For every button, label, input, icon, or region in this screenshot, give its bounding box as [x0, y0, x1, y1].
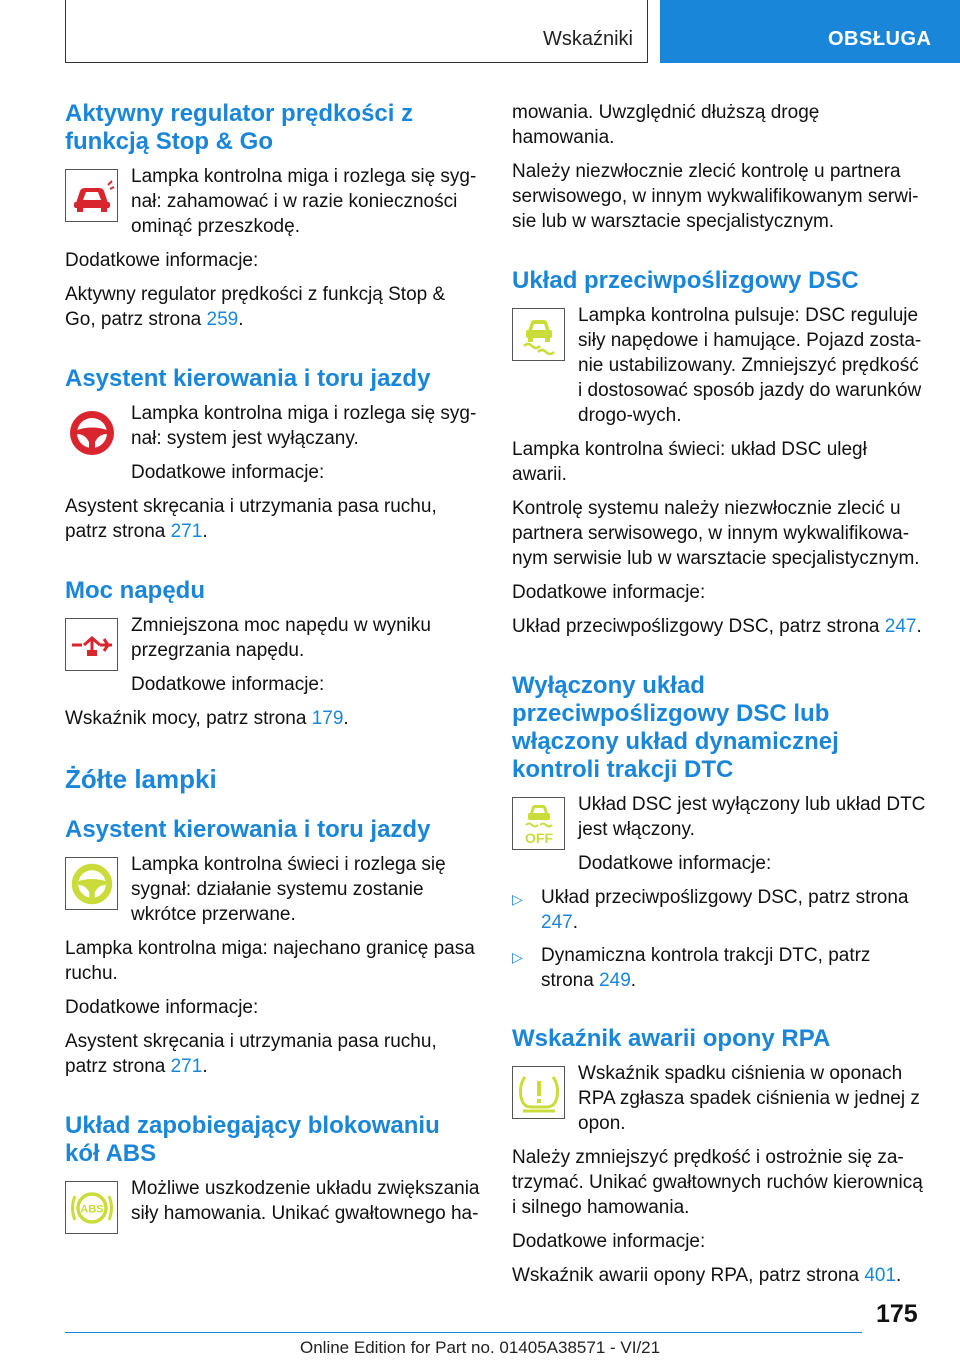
heading-rpa: Wskaźnik awarii opony RPA — [512, 1025, 831, 1052]
page-link[interactable]: 247 — [541, 912, 573, 933]
footer-divider — [65, 1332, 862, 1333]
more-info-label: Dodatkowe informacje: — [131, 462, 325, 483]
lamp-entry-steering-yellow — [65, 852, 480, 936]
instruction-text: Należy zmniejszyć prędkość i ostrożnie się za-trzymać. Unikać gwałtownych ruchów kierownicą i silnego hamowania. — [512, 1147, 923, 1218]
list-item: ▷ Układ przeciwpoślizgowy DSC, patrz strona 247. — [512, 887, 909, 933]
more-info-label: Dodatkowe informacje: — [65, 250, 259, 271]
cross-reference: Układ przeciwpoślizgowy DSC, patrz strona 247. — [512, 616, 922, 637]
right-column — [512, 100, 927, 1297]
lamp-description: Lampka kontrolna miga i rozlega się syg-nał: zahamować i w razie konieczności ominąć przeszkodę. — [131, 166, 477, 237]
page-link[interactable]: 249 — [599, 970, 631, 991]
dsc-icon — [512, 308, 565, 361]
lamp-description: Możliwe uszkodzenie układu zwiększania siły hamowania. Unikać gwałtownego ha- — [131, 1178, 480, 1224]
edition-note: Online Edition for Part no. 01405A38571 - VI/21 — [300, 1338, 661, 1357]
steering-wheel-yellow-icon — [65, 857, 118, 910]
lamp-entry-dsc-off — [512, 792, 927, 885]
page-link[interactable]: 401 — [864, 1265, 897, 1286]
steering-wheel-red-icon — [65, 406, 118, 459]
heading-steering-assist-yellow: Asystent kierowania i toru jazdy — [65, 816, 431, 843]
heading-abs: Układ zapobiegający blokowaniu kół ABS — [65, 1112, 440, 1167]
left-column — [65, 100, 480, 1238]
lamp-entry-dsc — [512, 303, 927, 437]
lamp-description: Lampka kontrolna świeci i rozlega się sygnał: działanie systemu zostanie wkrótce przerwane. — [131, 854, 446, 925]
svg-text:OFF: OFF — [524, 829, 553, 846]
more-info-label: Dodatkowe informacje: — [65, 997, 259, 1018]
page-link[interactable]: 179 — [311, 708, 344, 729]
more-info-label: Dodatkowe informacje: — [578, 853, 772, 874]
list-item: ▷ Dynamiczna kontrola trakcji DTC, patrz strona 249. — [512, 945, 871, 991]
more-info-label: Dodatkowe informacje: — [131, 674, 325, 695]
continued-text: Należy niezwłocznie zlecić kontrolę u partnera serwisowego, w innym wykwalifikowanym serwi-sie lub w warsztacie specjalistycznym. — [512, 161, 919, 232]
cross-reference: Aktywny regulator prędkości z funkcją Stop & Go, patrz strona 259. — [65, 284, 446, 330]
lamp-description: Układ DSC jest wyłączony lub układ DTC jest włączony. — [578, 794, 926, 840]
heading-yellow-lamps: Żółte lampki — [65, 764, 217, 794]
lamp-entry-acc — [65, 164, 480, 248]
lamp-description: Lampka kontrolna miga i rozlega się syg-nał: system jest wyłączany. — [131, 403, 477, 449]
drivetrain-icon — [65, 618, 118, 671]
lamp-description: Zmniejszona moc napędu w wyniku przegrzania napędu. — [131, 615, 431, 661]
lamp-entry-steering-red — [65, 401, 480, 494]
dsc-off-icon — [512, 797, 565, 850]
cross-reference: Asystent skręcania i utrzymania pasa ruchu, patrz strona 271. — [65, 496, 437, 542]
page-link[interactable]: 271 — [170, 1056, 203, 1077]
tire-pressure-icon — [512, 1066, 565, 1119]
service-text: Kontrolę systemu należy niezwłocznie zlecić u partnera serwisowego, w innym wykwalifikowa-nym serwisie lub w warsztacie specjalistycznym. — [512, 498, 920, 569]
header-box — [65, 0, 648, 63]
heading-acc-stop-go: Aktywny regulator prędkości z funkcją Stop & Go — [65, 100, 414, 155]
continued-text: mowania. Uwzględnić dłuższą drogę hamowania. — [512, 102, 820, 148]
lamp-entry-abs — [65, 1176, 480, 1238]
cross-reference: Asystent skręcania i utrzymania pasa ruchu, patrz strona 271. — [65, 1031, 437, 1077]
lamp-description: Lampka kontrolna pulsuje: DSC reguluje siły napędowe i hamujące. Pojazd zosta-nie ustabilizowany. Zmniejszyć prędkość i dostosować sposób jazdy do warunków drogo-wych. — [578, 305, 922, 426]
heading-dsc-off-dtc: Wyłączony układ przeciwpoślizgowy DSC lub włączony układ dynamicznej kontroli trakcji DTC — [512, 672, 839, 783]
page-link[interactable]: 259 — [206, 309, 239, 330]
lamp-entry-power — [65, 613, 480, 706]
abs-icon — [65, 1181, 118, 1234]
lamp-description: Wskaźnik spadku ciśnienia w oponach RPA zgłasza spadek ciśnienia w jednej z opon. — [578, 1063, 920, 1134]
collision-warning-icon — [65, 169, 118, 222]
heading-dsc: Układ przeciwpoślizgowy DSC — [512, 267, 859, 294]
svg-text:ABS: ABS — [79, 1203, 104, 1215]
page-link[interactable]: 247 — [884, 616, 917, 637]
reference-list — [512, 885, 927, 993]
section-tab — [660, 0, 960, 63]
lamp-flashing-text: Lampka kontrolna miga: najechano granicę pasa ruchu. — [65, 938, 475, 984]
lamp-entry-rpa — [512, 1061, 927, 1145]
heading-drive-power: Moc napędu — [65, 577, 206, 604]
section-label: OBSŁUGA — [828, 28, 932, 50]
cross-reference: Wskaźnik awarii opony RPA, patrz strona 401. — [512, 1265, 902, 1286]
page-title: Wskaźniki — [542, 28, 633, 50]
page-number: 175 — [876, 1300, 918, 1328]
more-info-label: Dodatkowe informacje: — [512, 582, 706, 603]
heading-steering-assist-red: Asystent kierowania i toru jazdy — [65, 365, 431, 392]
page-link[interactable]: 271 — [170, 521, 203, 542]
more-info-label: Dodatkowe informacje: — [512, 1231, 706, 1252]
bullet-triangle-icon: ▷ — [512, 949, 523, 965]
lamp-fault-text: Lampka kontrolna świeci: układ DSC uległ awarii. — [512, 439, 867, 485]
bullet-triangle-icon: ▷ — [512, 891, 523, 907]
cross-reference: Wskaźnik mocy, patrz strona 179. — [65, 708, 349, 729]
